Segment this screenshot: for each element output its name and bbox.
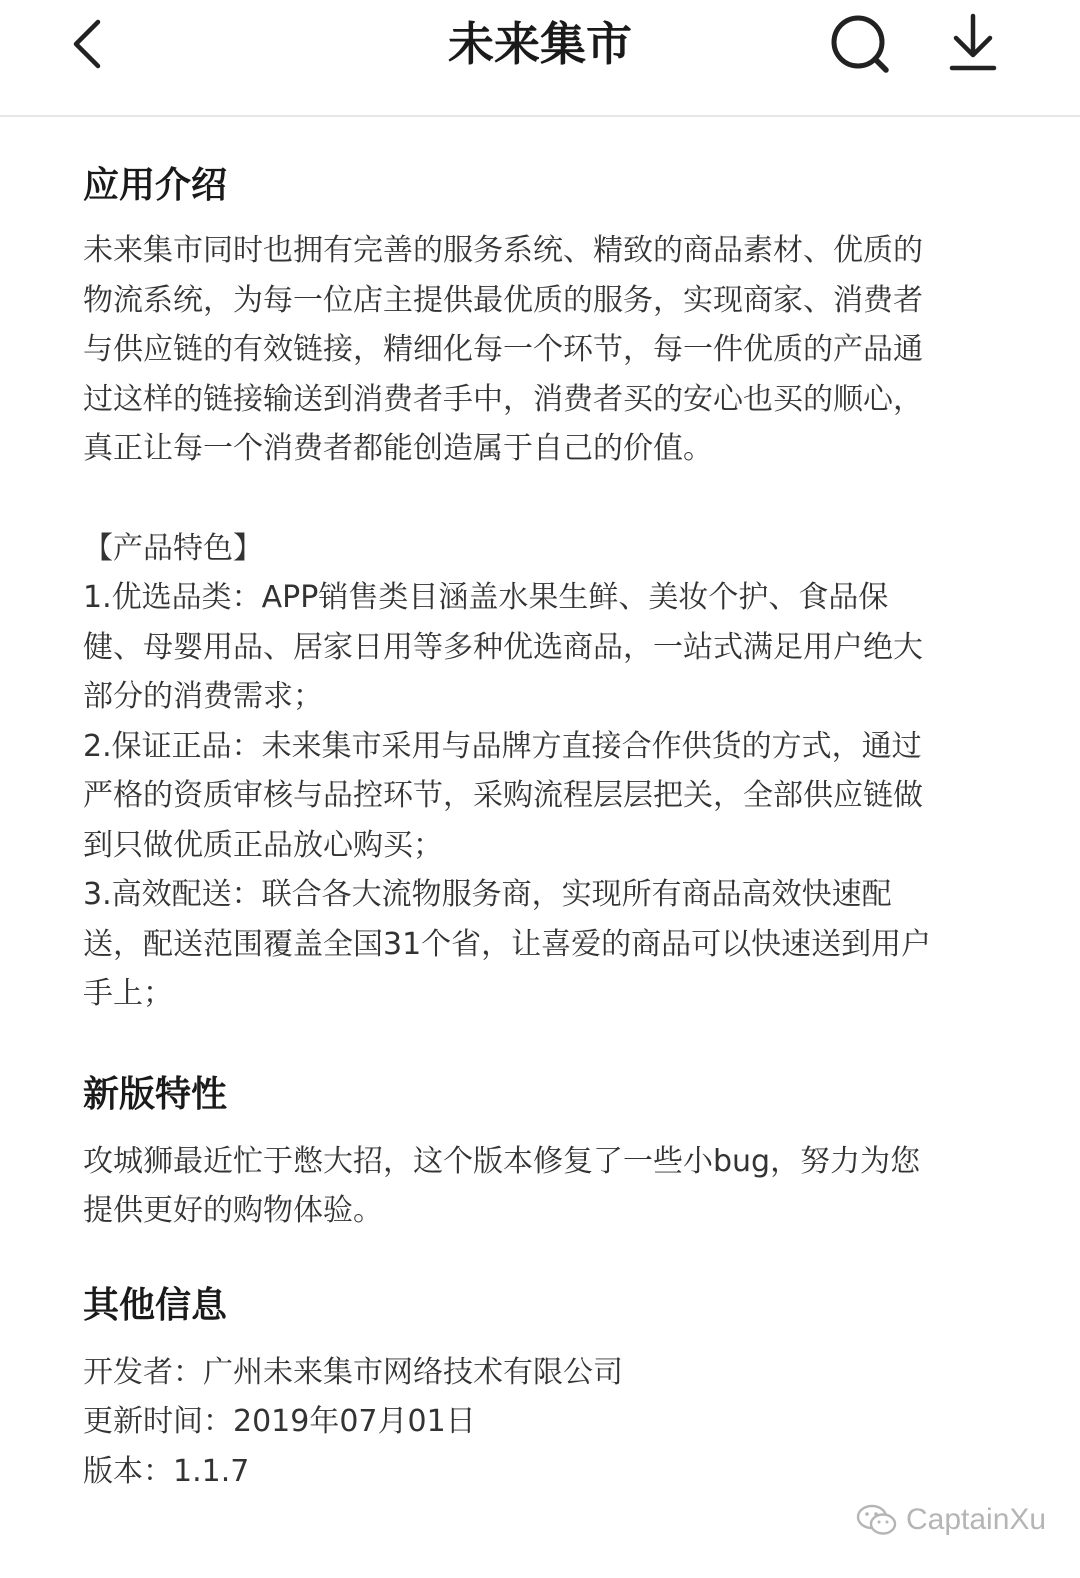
search-icon	[826, 12, 896, 78]
download-icon	[940, 12, 1006, 76]
feature-item: 1.优选品类：APP销售类目涵盖水果生鲜、美妆个护、食品保 健、母婴用品、居家日用等多种优选商品，一站式满足用户绝大 部分的消费需求；	[83, 580, 923, 714]
wechat-icon	[856, 1502, 898, 1538]
intro-title: 应用介绍	[83, 165, 228, 206]
update-time: 更新时间：2019年07月01日	[83, 1404, 476, 1439]
intro-text: 未来集市同时也拥有完善的服务系统、精致的商品素材、优质的 物流系统，为每一位店主提供最优质的服务，实现商家、消费者 与供应链的有效链接，精细化每一个环节，每一件优质的产品通 过这样的链接输送到消费者手中，消费者买的安心也买的顺心， 真正让每一个消费者都能创造属于自己的价值。	[83, 233, 923, 466]
features-heading: 【产品特色】	[83, 530, 263, 566]
new-version-title: 新版特性	[83, 1073, 228, 1115]
version-info: 版本：1.1.7	[83, 1453, 250, 1489]
other-info-list	[83, 1348, 1003, 1497]
app-detail-content	[83, 160, 1003, 1496]
new-version-text: 攻城狮最近忙于憋大招，这个版本修复了一些小bug，努力为您 提供更好的购物体验。	[83, 1143, 921, 1228]
watermark	[856, 1498, 1046, 1542]
feature-item: 2.保证正品：未来集市采用与品牌方直接合作供货的方式，通过 严格的资质审核与品控环节，采购流程层层把关，全部供应链做 到只做优质正品放心购买；	[83, 728, 923, 863]
download-button[interactable]	[940, 12, 1006, 76]
watermark-text: CaptainXu	[906, 1503, 1047, 1536]
top-bar	[0, 0, 1080, 117]
page-title: 未来集市	[448, 17, 632, 71]
back-button[interactable]	[60, 12, 120, 76]
chevron-left-icon	[60, 12, 120, 76]
search-button[interactable]	[826, 12, 896, 78]
feature-item: 3.高效配送：联合各大流物服务商，实现所有商品高效快速配 送，配送范围覆盖全国31个省，让喜爱的商品可以快速送到用户 手上；	[83, 877, 932, 1011]
other-info-title: 其他信息	[83, 1284, 228, 1326]
developer-info: 开发者：广州未来集市网络技术有限公司	[83, 1354, 623, 1390]
